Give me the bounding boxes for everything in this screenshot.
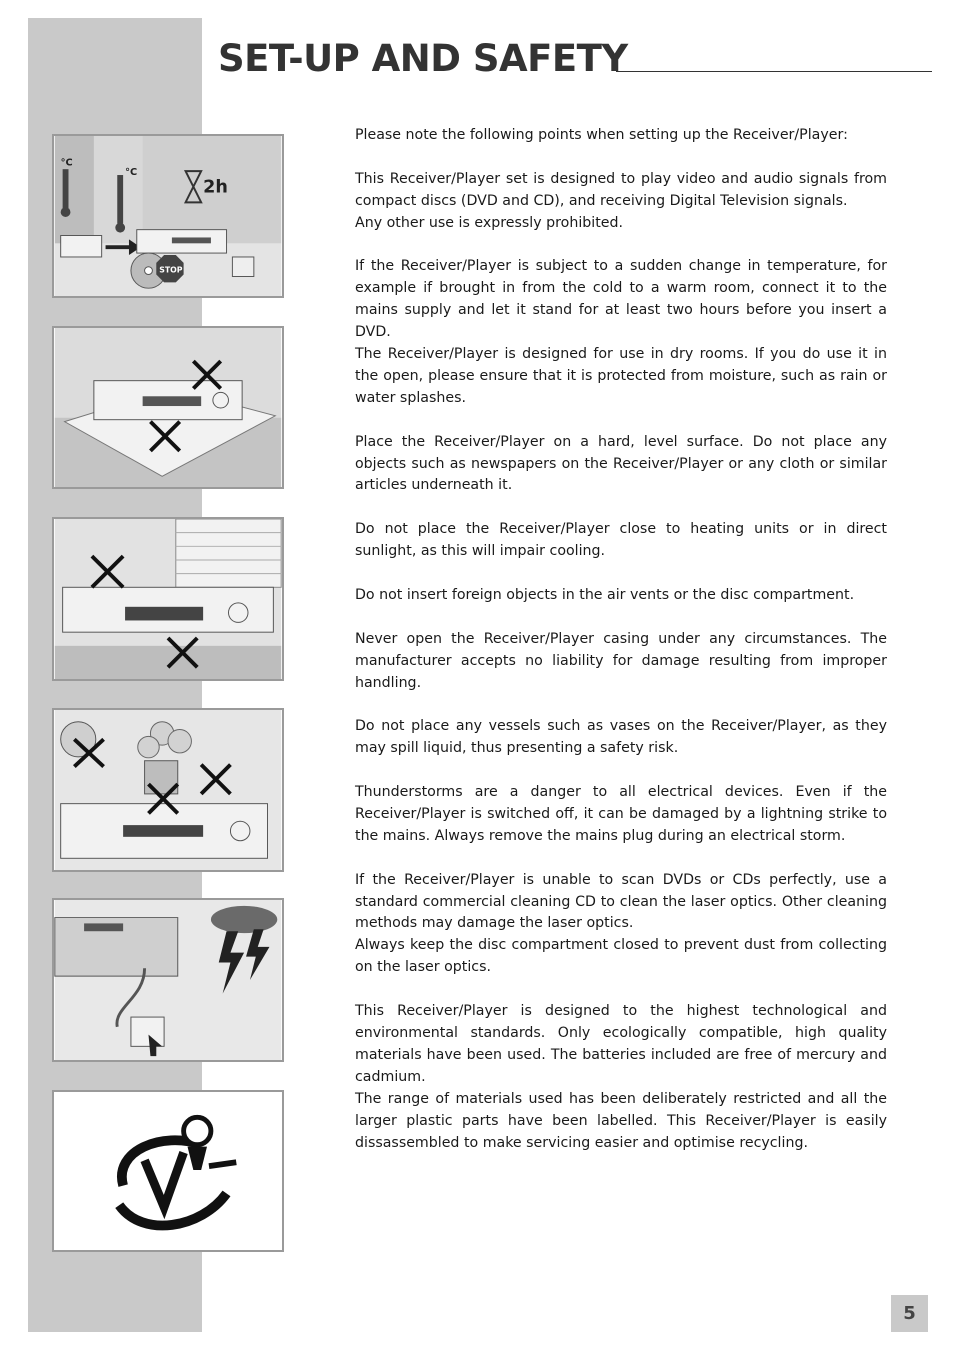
para-thunderstorms: Thunderstorms are a danger to all electrical devices. Even if the Receiver/Player is switched off, it can be damaged by a lightning strike to the mains. Always remove the mains plug during an electrical storm. — [355, 784, 887, 844]
page-title: SET-UP AND SAFETY — [218, 37, 628, 80]
celsius-label-cold: °C — [60, 157, 73, 169]
cloth-surface-illustration — [52, 326, 284, 489]
heat-sunlight-illustration — [52, 517, 284, 681]
vase-liquid-illustration — [52, 708, 284, 872]
para-placement: Place the Receiver/Player on a hard, level surface. Do not place any objects such as newspapers on the Receiver/Player or any cloth or similar articles underneath it. — [355, 433, 887, 494]
para-heating: Do not place the Receiver/Player close to heating units or in direct sunlight, as this will impair cooling. — [355, 521, 887, 560]
para-intro: Please note the following points when setting up the Receiver/Player: — [355, 127, 848, 143]
temperature-acclimatise-drawing — [54, 136, 282, 296]
para-environment: This Receiver/Player is designed to the highest technological and environmental standards. Only ecologically compatible, high quality materials have been used. The batteries included are free of mercury and cadmium. The range of materials used has been deliberately restricted and all the larger plastic parts have been labelled. This Receiver/Player is easily dissassembled to make servicing easier and optimise recycling. — [355, 1003, 887, 1151]
title-rule — [616, 71, 932, 72]
para-foreign-objects: Do not insert foreign objects in the air vents or the disc compartment. — [355, 586, 855, 603]
temperature-acclimatise-illustration — [52, 134, 284, 298]
para-casing: Never open the Receiver/Player casing under any circumstances. The manufacturer accepts no liability for damage resulting from improper handling. — [355, 630, 887, 691]
para-cleaning: If the Receiver/Player is unable to scan DVDs or CDs perfectly, use a standard commercial cleaning CD to clean the laser optics. Other cleaning methods may damage the laser optics. Always keep the disc compartment closed to prevent dust from collecting on the laser optics. — [355, 871, 887, 976]
para-vessels: Do not place any vessels such as vases on the Receiver/Player, as they may spill liquid, thus presenting a safety risk. — [355, 718, 887, 757]
environment-logo-illustration — [52, 1090, 284, 1252]
cloth-surface-drawing — [54, 328, 282, 487]
para-temperature-moisture: If the Receiver/Player is subject to a sudden change in temperature, for example if brought in from the cold to a warm room, connect it to the mains supply and let it stand for at least two hours before you insert a DVD. The Receiver/Player is designed for use in dry rooms. If you do use it in the open, please ensure that it is protected from moisture, such as rain or water splashes. — [355, 258, 887, 406]
vase-liquid-drawing — [54, 710, 282, 870]
para-intended-use: This Receiver/Player set is designed to play video and audio signals from compact discs (DVD and CD), and receiving Digital Television signals. Any other use is expressly prohibited. — [355, 170, 887, 231]
environment-logo-icon — [54, 1092, 282, 1250]
thunderstorm-unplug-illustration — [52, 898, 284, 1062]
page-number: 5 — [891, 1295, 928, 1332]
celsius-label-warm: °C — [125, 167, 138, 179]
thunderstorm-unplug-drawing — [54, 900, 282, 1060]
body-text — [355, 125, 887, 1176]
two-hours-label: 2h — [203, 177, 228, 198]
stop-sign-label: STOP — [159, 265, 183, 275]
heat-sunlight-drawing — [54, 519, 282, 679]
